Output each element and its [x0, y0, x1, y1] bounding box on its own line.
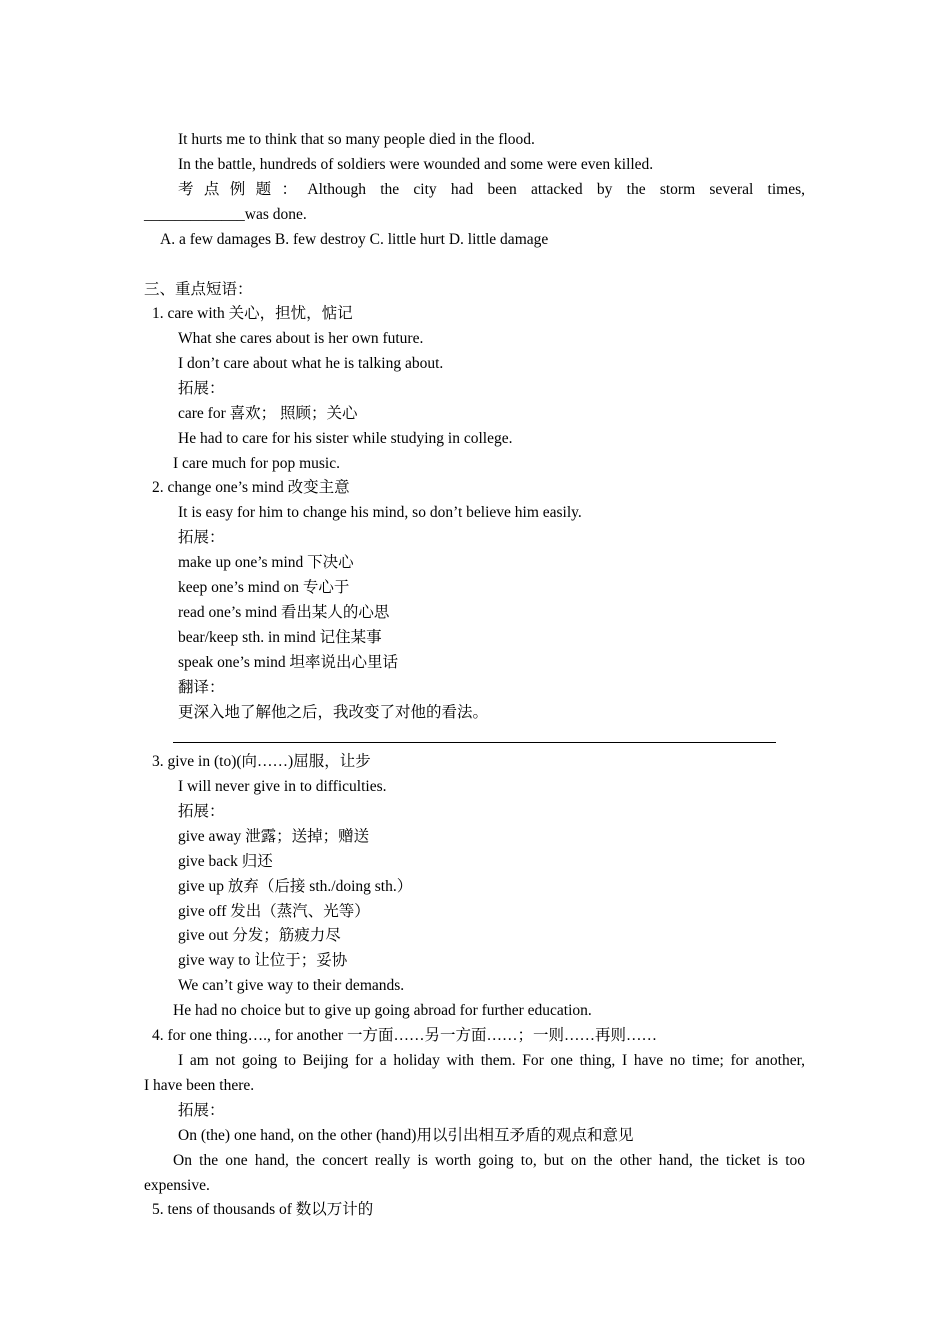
extension-item: give off 发出（蒸汽、光等）: [178, 903, 370, 920]
exam-question-blank: _____________was done.: [144, 206, 307, 223]
example-sentence: I am not going to Beijing for a holiday with them. For one thing, I have no time; for another,: [178, 1052, 805, 1069]
extension-label: 拓展：: [178, 1102, 225, 1119]
example-sentence: We can’t give way to their demands.: [178, 977, 405, 994]
extension-label: 拓展：: [178, 380, 225, 397]
phrase-heading: 5. tens of thousands of 数以万计的: [152, 1201, 374, 1218]
answer-options: A. a few damages B. few destroy C. little hurt D. little damage: [160, 231, 549, 248]
example-sentence: I will never give in to difficulties.: [178, 778, 387, 795]
answer-line: [173, 742, 776, 743]
extension-item: give way to 让位于；妥协: [178, 952, 348, 969]
extension-item: On (the) one hand, on the other (hand)用以引出相互矛盾的观点和意见: [178, 1127, 634, 1144]
example-sentence: He had no choice but to give up going abroad for further education.: [173, 1002, 592, 1019]
extension-item: keep one’s mind on 专心于: [178, 579, 350, 596]
example-sentence: What she cares about is her own future.: [178, 330, 424, 347]
extension-item: read one’s mind 看出某人的心思: [178, 604, 390, 621]
extension-item: give out 分发；筋疲力尽: [178, 927, 341, 944]
example-sentence-continued: expensive.: [144, 1177, 210, 1194]
example-sentence: I care much for pop music.: [173, 455, 340, 472]
example-sentence-continued: I have been there.: [144, 1077, 255, 1094]
example-sentence: I don’t care about what he is talking about.: [178, 355, 444, 372]
extension-item: bear/keep sth. in mind 记住某事: [178, 629, 382, 646]
phrase-heading: 2. change one’s mind 改变主意: [152, 479, 350, 496]
phrase-heading: 4. for one thing…., for another 一方面……另一方面……；一则……再则……: [152, 1027, 657, 1044]
extension-item: give back 归还: [178, 853, 273, 870]
extension-item: care for 喜欢； 照顾；关心: [178, 405, 358, 422]
section-heading: 三、重点短语：: [144, 281, 253, 298]
translation-label: 翻译：: [178, 679, 225, 696]
phrase-heading: 3. give in (to)(向……)屈服，让步: [152, 753, 371, 770]
extension-item: give away 泄露；送掉；赠送: [178, 828, 370, 845]
extension-item: speak one’s mind 坦率说出心里话: [178, 654, 398, 671]
example-sentence: It is easy for him to change his mind, so don’t believe him easily.: [178, 504, 582, 521]
example-sentence: It hurts me to think that so many people died in the flood.: [178, 131, 535, 148]
example-sentence: He had to care for his sister while studying in college.: [178, 430, 513, 447]
exam-question: 考点例题：Although the city had been attacked by the storm several times,: [178, 181, 805, 198]
extension-label: 拓展：: [178, 803, 225, 820]
extension-label: 拓展：: [178, 529, 225, 546]
extension-item: make up one’s mind 下决心: [178, 554, 354, 571]
phrase-heading: 1. care with 关心，担忧，惦记: [152, 305, 353, 322]
example-sentence: On the one hand, the concert really is worth going to, but on the other hand, the ticket is too: [173, 1152, 805, 1169]
translation-prompt: 更深入地了解他之后，我改变了对他的看法。: [178, 704, 489, 721]
extension-item: give up 放弃（后接 sth./doing sth.）: [178, 878, 413, 895]
example-sentence: In the battle, hundreds of soldiers were wounded and some were even killed.: [178, 156, 654, 173]
